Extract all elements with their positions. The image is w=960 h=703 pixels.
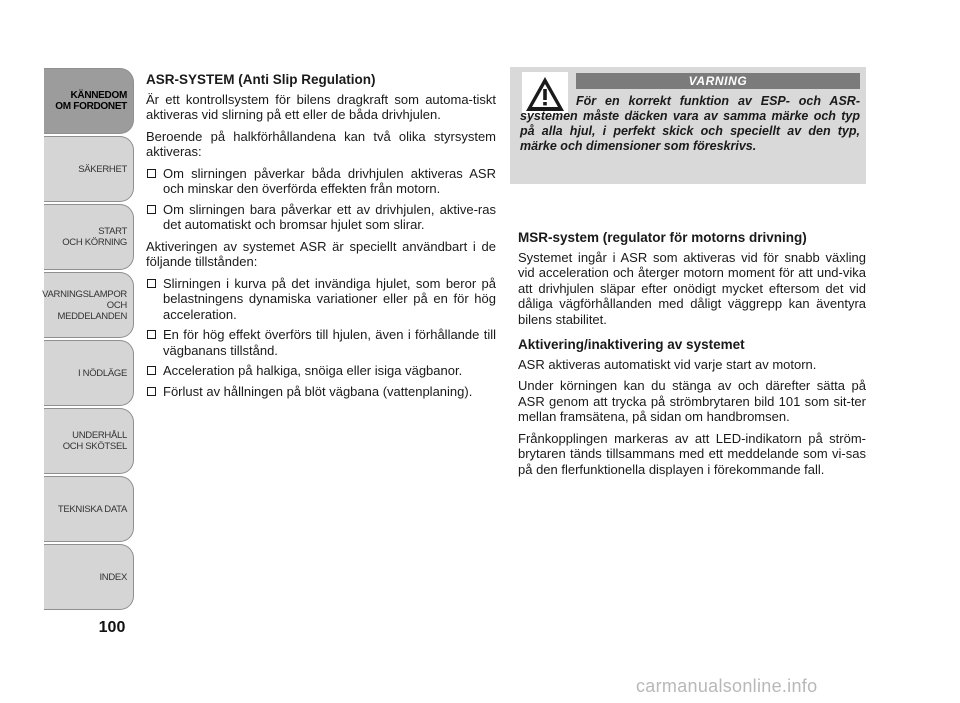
- tab-varningslampor[interactable]: VARNINGSLAMPOR OCH MEDDELANDEN: [44, 272, 134, 338]
- asr-conditions-intro: Aktiveringen av systemet ASR är speciellt användbart i de följande tillstånden:: [146, 238, 496, 269]
- asr-section: [146, 72, 496, 405]
- msr-heading: MSR-system (regulator för motorns drivning): [518, 230, 807, 245]
- asr-heading: ASR-SYSTEM (Anti Slip Regulation): [146, 72, 376, 87]
- checkbox-bullet-icon: [147, 279, 156, 288]
- activation-heading: Aktivering/inaktivering av systemet: [518, 337, 745, 352]
- tab-tekniska-data[interactable]: TEKNISKA DATA: [44, 476, 134, 542]
- activation-auto: ASR aktiveras automatiskt vid varje start av motorn.: [518, 356, 817, 372]
- tab-i-nodlage[interactable]: I NÖDLÄGE: [44, 340, 134, 406]
- list-item: Om slirningen påverkar båda drivhjulen aktiveras ASR och minskar den överförda effekten från motorn.: [146, 166, 496, 197]
- activation-switch: Under körningen kan du stänga av och därefter sätta på ASR genom att trycka på strömbrytaren bild 101 som sit-ter mellan framsätena, på sidan om handbromsen.: [518, 378, 866, 424]
- asr-control-intro: Beroende på halkförhållandena kan två olika styrsystem aktiveras:: [146, 128, 496, 159]
- page-number: 100: [98, 619, 126, 636]
- asr-intro: Är ett kontrollsystem för bilens dragkraft som automa-tiskt aktiveras vid slirning på ett eller de båda drivhjulen.: [146, 91, 496, 122]
- control-systems-list: [146, 166, 496, 233]
- deactivation-indicator: Frånkopplingen markeras av att LED-indikatorn på ström-brytaren tänds tillsammans med ett meddelande som vi-sas på den flerfunktionella displayen i förekommande fall.: [518, 430, 866, 477]
- tab-index[interactable]: INDEX: [44, 544, 134, 610]
- checkbox-bullet-icon: [147, 366, 156, 375]
- tab-sakerhet[interactable]: SÄKERHET: [44, 136, 134, 202]
- checkbox-bullet-icon: [147, 387, 156, 396]
- checkbox-bullet-icon: [147, 169, 156, 178]
- warning-label: VARNING: [576, 73, 860, 89]
- msr-description: Systemet ingår i ASR som aktiveras vid för snabb växling vid acceleration och återger motorn moment för att und-vika att drivhjulen släpar efter onödigt mycket eftersom det vid dåliga vägförhållanden med dåligt väggrepp kan äventyra bilens stabilitet.: [518, 249, 866, 327]
- msr-section: [518, 230, 866, 483]
- tab-underhall-och-skotsel[interactable]: UNDERHÅLL OCH SKÖTSEL: [44, 408, 134, 474]
- tab-start-och-korning[interactable]: START OCH KÖRNING: [44, 204, 134, 270]
- tab-kannedom-om-fordonet[interactable]: KÄNNEDOM OM FORDONET: [44, 68, 134, 134]
- checkbox-bullet-icon: [147, 205, 156, 214]
- warning-text: För en korrekt funktion av ESP- och ASR-systemen måste däcken vara av samma märke och typ på alla hjul, i perfekt skick och speciellt av den typ, märke och dimensioner som föreskrivs.: [520, 94, 860, 153]
- list-item: Om slirningen bara påverkar ett av drivhjulen, aktive-ras det automatiskt och bromsar hjulet som slirar.: [146, 202, 496, 233]
- warning-box: [510, 67, 866, 184]
- watermark: carmanualsonline.info: [636, 676, 818, 696]
- checkbox-bullet-icon: [147, 330, 156, 339]
- list-item: Acceleration på halkiga, snöiga eller isiga vägbanor.: [146, 363, 496, 379]
- list-item: En för hög effekt överförs till hjulen, även i förhållande till vägbanans tillstånd.: [146, 327, 496, 358]
- list-item: Förlust av hållningen på blöt vägbana (vattenplaning).: [146, 384, 496, 400]
- list-item: Slirningen i kurva på det invändiga hjulet, som beror på belastningens dynamiska variationer eller på en för hög acceleration.: [146, 276, 496, 323]
- conditions-list: [146, 276, 496, 400]
